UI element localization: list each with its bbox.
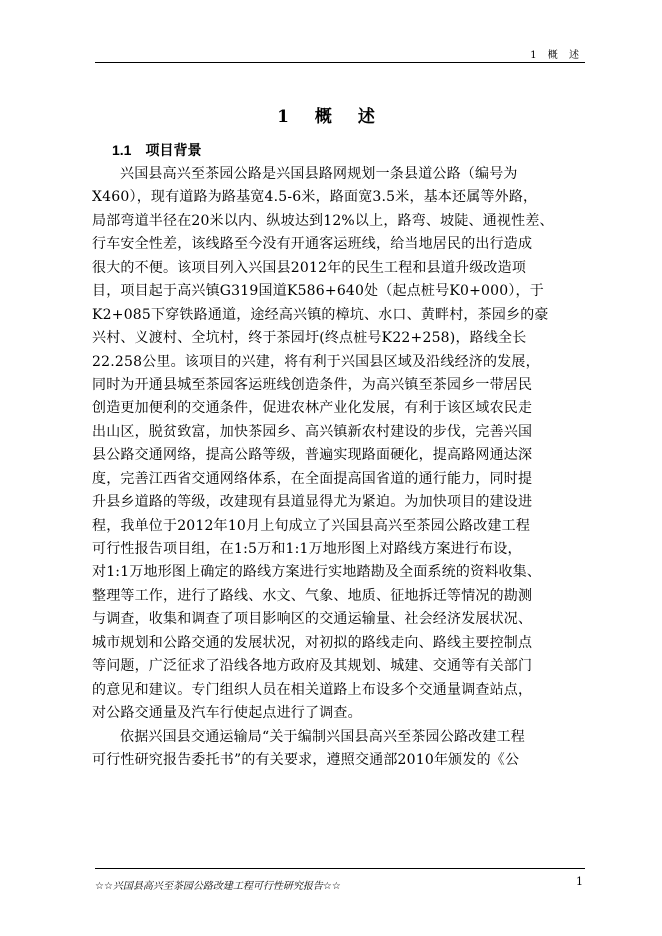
paragraph-line: 对1:1万地形图上确定的路线方案进行实地踏勘及全面系统的资料收集、 [92, 564, 542, 581]
paragraph-line: 等问题，广泛征求了沿线各地方政府及其规划、城建、交通等有关部门 [92, 658, 533, 675]
body-text [92, 163, 592, 772]
paragraph-line: 同时为开通县城至茶园客运班线创造条件，为高兴镇至茶园乡一带居民 [92, 376, 533, 393]
section-title: 项目背景 [145, 143, 202, 159]
paragraph-line: K2+085下穿铁路通道，途经高兴镇的樟坑、水口、黄畔村，茶园乡的豪 [92, 306, 549, 323]
footer-title: ☆☆兴国县高兴至茶园公路改建工程可行性研究报告☆☆ [95, 881, 341, 892]
chapter-title: 1 概 述 [277, 107, 385, 127]
paragraph-line: 目，项目起于高兴镇G319国道K586+640处（起点桩号K0+000），于 [92, 283, 544, 300]
paragraph-line: 程，我单位于2012年10月上旬成立了兴国县高兴至茶园公路改建工程 [92, 517, 531, 534]
paragraph-line: 出山区，脱贫致富，加快茶园乡、高兴镇新农村建设的步伐，完善兴国 [92, 423, 533, 440]
paragraph-line: 的意见和建议。专门组织人员在相关道路上布设多个交通量调查站点， [92, 681, 533, 698]
page-footer [95, 868, 585, 892]
paragraph-line: 升县乡道路的等级，改建现有县道显得尤为紧迫。为加快项目的建设进 [92, 494, 533, 511]
paragraph-line: 兴村、义渡村、全坑村，终于茶园圩(终点桩号K22+258)，路线全长 [92, 330, 527, 347]
paragraph-line: 22.258公里。该项目的兴建，将有利于兴国县区域及沿线经济的发展， [92, 353, 540, 370]
paragraph-line: 很大的不便。该项目列入兴国县2012年的民生工程和县道升级改造项 [92, 259, 527, 276]
paragraph-line: 度，完善江西省交通网络体系，在全面提高国省道的通行能力，同时提 [92, 470, 533, 487]
paragraph-line: 与调查，收集和调查了项目影响区的交通运输量、社会经济发展状况、 [92, 611, 533, 628]
paragraph-line: 依据兴国县交通运输局“关于编制兴国县高兴至茶园公路改建工程 [120, 728, 525, 745]
running-header [95, 42, 585, 63]
paragraph-line: 城市规划和公路交通的发展状况，对初拟的路线走向、路线主要控制点 [92, 634, 533, 651]
paragraph-line: 局部弯道半径在20米以内、纵坡达到12%以上，路弯、坡陡、通视性差、 [92, 212, 554, 229]
running-header-title: 1 概 述 [530, 50, 583, 61]
paragraph-line: 创造更加便利的交通条件，促进农林产业化发展，有利于该区域农民走 [92, 400, 533, 417]
paragraph-line: 可行性报告项目组，在1:5万和1:1万地形图上对路线方案进行布设， [92, 541, 522, 557]
paragraph-line: 行车安全性差，该线路至今没有开通客运班线，给当地居民的出行造成 [92, 236, 533, 253]
paragraph-line: 县公路交通网络，提高公路等级，普遍实现路面硬化，提高路网通达深 [92, 447, 533, 464]
section-heading [112, 140, 201, 160]
paragraph-line: 可行性研究报告委托书”的有关要求，遵照交通部2010年颁发的《公 [92, 751, 520, 768]
paragraph-line: 对公路交通量及汽车行使起点进行了调查。 [92, 705, 362, 722]
paragraph-line: 兴国县高兴至茶园公路是兴国县路网规划一条县道公路（编号为 [120, 166, 518, 182]
page-number: 1 [576, 875, 583, 888]
paragraph-line: 整理等工作，进行了路线、水文、气象、地质、征地拆迁等情况的勘测 [92, 587, 533, 604]
paragraph-line: X460），现有道路为路基宽4.5-6米，路面宽3.5米，基本还属等外路， [92, 189, 538, 206]
section-number: 1.1 [112, 142, 132, 158]
